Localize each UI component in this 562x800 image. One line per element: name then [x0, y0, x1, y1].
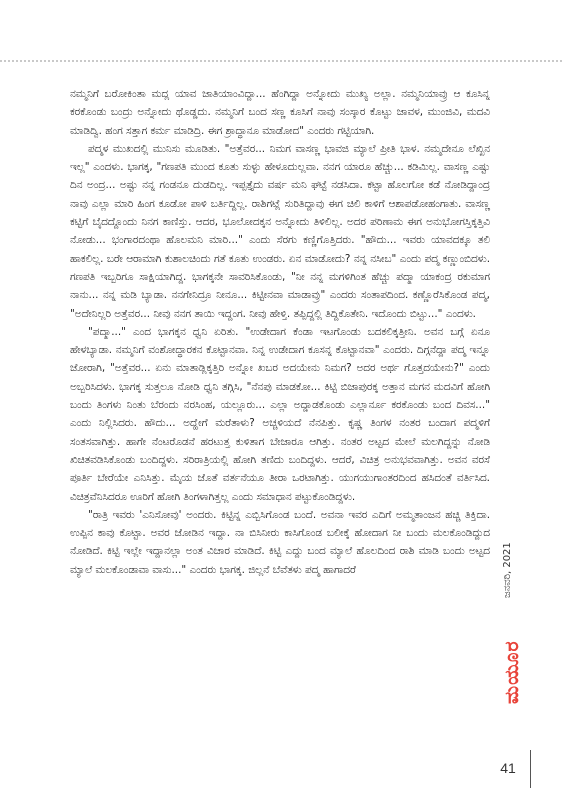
- article-paragraph: ಪದ್ಮಳ ಮುಖದಲ್ಲಿ ಮುನಿಸು ಮೂಡಿತು. "ಅತ್ತೆವರ... ನಿಮಗ ವಾಸಣ್ಣ ಭಾವಜಿ ಮ್ಯಾಲೆ ಪ್ರೀತಿ ಭಾಳ. ನಮ್ಮದೇನೂ ಲೆಖ್ಖಿನ ಇಲ್ಲ" ಎಂದಳು. ಭಾಗಕ್ಕ, "ಗಣಪತಿ ಮುಂದ ಕೂತು ಸುಳ್ಳು ಹೇಳೂದುಲ್ಲವಾ. ನನಗ ಯಾರೂ ಹೆಚ್ಚು... ಕಡಿಮಿಲ್ಲ. ವಾಸಣ್ಣ ಎಷ್ಟು ದಿನ ಅಂದ್ರ... ಅಷ್ಟು ನನ್ನ ಗಂಡನೂ ದುಡದಿಲ್ಲ. ಇಪ್ಪತ್ತೈದು ವರ್ಷ ಮನಿ ಘಟ್ಟೆ ನಡಸಿದಾ. ಕಟ್ಟಾ ಹೊಲಗೋ ಕಡೆ ನೋಡಿದ್ದಾಂದ್ರ ನಾವು ಎಲ್ಲಾ ಮಾರಿ ಹಿಂಗ ಕೂಡೋ ಪಾಳಿ ಬರ್ತಿದ್ದಿಲ್ಲ. ರಾಶಿಗಟ್ಲೆ ಸುರಿತಿದ್ದಾವು ಈಗ ಚಿಲಿ ಕಾಳಿಗೆ ಆಶಾಪಡೋಹಂಗಾತು. ವಾಸಣ್ಣ ಕಟ್ಟಿಗೆ ಬೈದದ್ದೊಂದು ನಿನಗ ಕಾಣಿಸ್ತು. ಆದರ, ಭೂಲೋದಕ್ಕನ ಅನ್ನೋದು ತಿಳಿಲಿಲ್ಲ. ಅದರ ಪರಿಣಾಮ ಈಗ ಅನುಭೋಗಸ್ತಿಕ್ಕತ್ತಿವಿ ನೋಡು... ಭಂಗಾರದಂಥಾ ಹೊಲಮನಿ ಮಾರಿ..." ಎಂದು ಸೆರಗು ಕಣ್ಣಿಗೊತ್ತಿದರು. "ಹೌದು... ಇವರು ಯಾವದಕ್ಕೂ ತಲಿ ಹಾಕಲಿಲ್ಲ. ಬರೇ ಆರಾಮಾಗಿ ಕುಶಾಲಚಿಂದು ಗತೆ ಕೂತು ಉಂಡರು. ಏನ ಮಾಡೋದು? ನನ್ನ ನಸೀಬ" ಎಂದು ಪದ್ಮ ಕಣ್ಣುಂಬಿದಳು. ಗಣಪತಿ ಇಬ್ಬರಿಗೂ ಸಾಕ್ಷಿಯಾಗಿದ್ದ. ಭಾಗಕ್ಕನೇ ಸಾವರಿಸಿಕೊಂಡು, "ನೀ ನನ್ನ ಮಗಳಿಗಿಂತ ಹೆಚ್ಚು ಪದ್ಮಾ ಯಾಕಂದ್ರ ರಕುಮಾಗ ನಾನು... ನನ್ನ ಮಡಿ ಬ್ಯಾಡಾ. ನನಗೇನಿದ್ರೂ ನೀನೂ... ಕಿಟ್ಟೀನವಾ ಮಾಡಾವ್ರು" ಎಂದರು ಸಂತಾಪದಿಂದ. ಕಣ್ಣೊರೆಸಿಕೊಂಡ ಪದ್ಮ, "ಅದೇನಿಲ್ಲರಿ ಅತ್ತೆವರ... ನೀವು ನನಗ ತಾಯಿ ಇದ್ದಂಗ. ನೀವು ಹೇಳ್ತಿ. ತಪ್ಪಿದ್ದಲ್ಲಿ ತಿದ್ದಿಕೊತೇನಿ. ಇದೊಂದು ಬಿಟ್ಟು..." ಎಂದಳು.: [70, 142, 490, 320]
- magazine-logo: ಮಯೂರ: [501, 640, 523, 704]
- page-number: 41: [500, 760, 516, 776]
- header-dotted-rule: [0, 60, 562, 62]
- page-corner-rule: [530, 750, 531, 788]
- article-paragraph: "ರಾತ್ರಿ ಇವರು 'ಎನಿಸೋವು' ಅಂದರು. ಕಿಟ್ಟಿನ್ನ ಎಬ್ಬಿಸಿಗೊಂಡ ಬಂದೆ. ಅವನಾ ಇವರ ಎದಿಗೆ ಅಮ್ಮತಾಂಜನ ಹಚ್ಚಿ ತಿಕ್ತಿದಾ. ಉಪ್ಪಿನ ಕಾವು ಕೊಟ್ಟಾ. ಅವರ ಜೋಡಿನ ಇದ್ದಾ. ನಾ ಬಿಸಿನೀರು ಕಾಸಿಗೊಂಡ ಬಲೀಕ್ಕೆ ಹೋದಾಗ ನೀ ಬಂದು ಮಲಕೊಂಡಿದ್ದುದ ನೋಡಿದೆ. ಕಿಟ್ಟಿ ಇಲ್ಲೇ ಇದ್ದಾನಲ್ಲಾ ಅಂತ ವಿಚಾರ ಮಾಡಿದೆ. ಕಿಟ್ಟಿ ಎದ್ದು ಬಂದ ಮ್ಯಾಲೆ ಹೊಲದಿಂದ ರಾಶಿ ಮಾಡಿ ಬಂದು ಅಟ್ಟದ ಮ್ಯಾಲೆ ಮಲಕೊಂಡಾವಾ ವಾಸು..." ಎಂದರು ಭಾಗಕ್ಕ. ಜಿಲ್ಲನೆ ಬೆವೆತಳು ಪದ್ಮ ಹಾಗಾದರೆ: [70, 508, 490, 576]
- issue-date: ಜನವರಿ, 2021: [502, 542, 513, 598]
- article-paragraph: "ಪದ್ಮಾ..." ಎಂದ ಭಾಗಕ್ಕನ ಧ್ವನಿ ಏರಿತು. "ಉಡೇದಾಗ ಕೆಂಡಾ ಇಟಗೊಂಡು ಬದಕಲಿಕ್ಕತ್ತೀನಿ. ಅವನ ಬಗ್ಗೆ ಏನೂ ಹೇಳಬ್ಯಾಡಾ. ನಮ್ಮನಿಗೆ ವಂಶೋದ್ಧಾರಕನ ಕೊಟ್ಟಾನವಾ. ನಿನ್ನ ಉಡೇದಾಗ ಕೂಸನ್ನ ಕೊಟ್ಟಾನವಾ" ಎಂದರು. ದಿಗ್ಗನೆದ್ದಾ ಪದ್ಮ ಇನ್ನೂ ಜೋರಾಗಿ, "ಅತ್ತೆವರ... ಏನು ಮಾತಾಡ್ಲಿಕ್ಕತ್ತಿರಿ ಅನ್ನೋ ಖಬರ ಅದಯೇನು ನಿಮಗ? ಅದರ ಅರ್ಥ ಗೊತ್ತದಯೇನು?" ಎಂದು ಅಬ್ಬರಿಸಿದಳು. ಭಾಗಕ್ಕ ಸುತ್ತಲೂ ನೋಡಿ ಧ್ವನಿ ತಗ್ಗಿಸಿ, "ನೆನಪು ಮಾಡಕೋ... ಕಿಟ್ಟಿ ಬಿಜಾಪುರಕ್ಕ ಅತ್ತಾನ ಮಗನ ಮದವಿಗೆ ಹೋಗಿ ಬಂದು ತಿಂಗಳು ನಿಂತು ಬೆರಂದು ನರಸಿಂಹ, ಯಲ್ಲೂರು... ಎಲ್ಲಾ ಅದ್ಡಾಡಕೊಂಡು ಎಲ್ಲಾರ್ನೂ ಕರಕೊಂಡು ಬಂದ ದಿವಸ..." ಎಂದು ನಿಲ್ಲಿಸಿದರು. ಹೌದು... ಅದ್ಹೇಗೆ ಮರೆತಾಳು? ಅಚ್ಚಳಿಯದೆ ನೆನಪಿತ್ತು. ಕೃಷ್ಣ ತಿಂಗಳ ನಂತರ ಬಂದಾಗ ಪದ್ಮಳಿಗೆ ಸಂತಸವಾಗಿತ್ತು. ಹಾಗೇ ನೆಂಟರೊಡನೆ ಹರಟುತ್ತ ಕುಳಿತಾಗ ಬೇಜಾರೂ ಆಗಿತ್ತು. ನಂತರ ಅಟ್ಟದ ಮೇಲೆ ಮಲಗಿದ್ದನ್ನು ನೋಡಿ ಖಿಚಿತವಡಿಸಿಕೊಂಡು ಬಂದಿದ್ದಳು. ಸರಿರಾತ್ರಿಯಲ್ಲಿ ಹೋಗಿ ತಣಿದು ಬಂದಿದ್ದಳು. ಆದರೆ, ವಿಚಿತ್ರ ಅನುಭವವಾಗಿತ್ತು. ಅವನ ವರಸೆ ಪೂರ್ತಿ ಬೇರೆಯೇ ಎನಿಸಿತ್ತು. ಮೈಯ ಜೊತೆ ವರ್ತನೆಯೂ ತೀರಾ ಒರಟಾಗಿತ್ತು. ಯುಗಯುಗಾಂತರದಿಂದ ಹಸಿದಂತೆ ವರ್ತಿಸಿದ. ವಿಚಿತ್ರವೆನಿಸಿದರೂ ಊರಿಗೆ ಹೋಗಿ ತಿಂಗಳಾಗಿತ್ತಲ್ಲ ಎಂದು ಸಮಾಧಾನ ಪಟ್ಟುಕೊಂಡಿದ್ದಳು.: [70, 325, 490, 503]
- magazine-side-strip: [501, 530, 523, 750]
- article-paragraph: ನಮ್ಮನಿಗೆ ಬರೋಕಿಂತಾ ಮದ್ಲ ಯಾವ ಜಾತಿಯಾಂವಿದ್ದಾ... ಹೆಂಗಿದ್ದಾ ಅನ್ನೋದು ಮುಖ್ಯ ಅಲ್ಲಾ. ನಮ್ಮನಿಯಾವ್ರು ಆ ಕೂಸಿನ್ನ ಕರಕೊಂಡು ಬಂದ್ರು ಅನ್ನೋದು ಥೊಡ್ಡದು. ನಮ್ಮನಿಗೆ ಬಂದ ಸಣ್ಣ ಕೂಸಿಗೆ ನಾವು ಸಂಸ್ಕಾರ ಕೊಟ್ಟು ಜಾವಳ, ಮುಂಜಿವಿ, ಮದವಿ ಮಾಡಿದ್ವಿ. ಹಂಗ ಸತ್ತಾಗ ಕರ್ಮ ಮಾಡಿದ್ರಿ. ಈಗ ಶ್ರಾದ್ಧಾನೂ ಮಾಡೋದ" ಎಂದರು ಗಟ್ಟಿಯಾಗಿ.: [70, 88, 490, 137]
- article-body: [70, 85, 490, 579]
